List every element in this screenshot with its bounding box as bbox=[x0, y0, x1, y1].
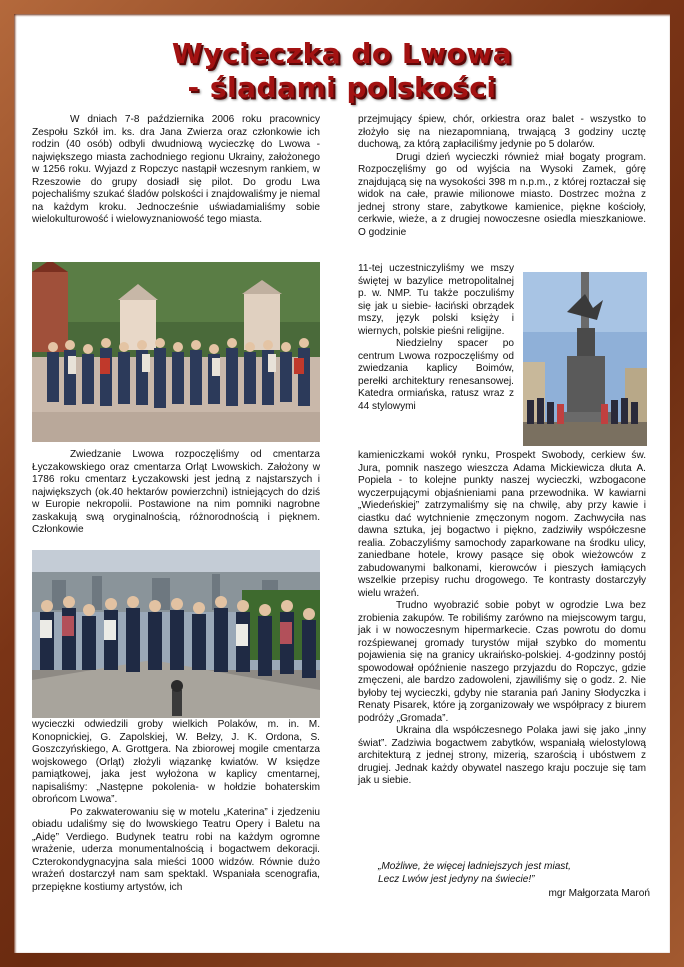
paragraph: Po zakwaterowaniu się w motelu „Katerina” i zjedzeniu obiadu udaliśmy się do lwowskiego Teatru Opery i Baletu na „Aidę” Verdiego. Budynek teatru robi na każdym ogromne wrażenie, uderza monumentalnością i bogactwem dekoracji. Czterokondygnacyjna sala mieści 1000 widzów. Równie dużo wrażeń dostarczył nam sam spektakl. Wspaniała scenografia, przepiękne kostiumy artystów, ich bbox=[32, 806, 320, 893]
left-column-graves-theatre bbox=[32, 719, 320, 894]
city-view-group-photo bbox=[32, 550, 320, 718]
cemetery-group-photo bbox=[32, 262, 320, 442]
article-title-line-1: Wycieczka do Lwowa bbox=[171, 37, 513, 70]
paragraph: 11-tej uczestniczyliśmy we mszy świętej w bazylice metropolitalnej p. w. NMP. Tu także poczuliśmy się jak u siebie- łaciński obrządek mszy, język polski księży i wiernych, polskie pieśni religijne. bbox=[358, 263, 514, 337]
closing-quote bbox=[378, 860, 648, 886]
paragraph: kamieniczkami wokół rynku, Prospekt Swobody, cerkiew św. Jura, pomnik naszego wieszcza Adama Mickiewicza dłuta A. Popiela - to kolejne punkty naszej wycieczki, wzbogacone wyczerpującymi objaśnieniami pana przewodnika. W kawiarni „Wiedeńskiej” zatrzymaliśmy się na chwilę, aby przy kawie i ciastku dać wytchnienie zmęczonym nogom. Zachwyciła nas dawna sztuka, jej bogactwo i piękno, zadziwiły współczesne realia. Zobaczyliśmy samochody zaparkowane na środku ulicy, zaniedbane hotele, krowy pasące się obok wieżowców z zabudowanymi balkonami, kierowców i pieszych łamiących wszelkie przepisy ruchu drogowego. Te kontrasty dostarczyły wielu wrażeń. bbox=[358, 450, 646, 599]
paragraph: Ukraina dla współczesnego Polaka jawi się jako „inny świat”. Zadziwia bogactwem zabytków, wspaniałą wielostylową architekturą z jednej strony, mizerią, szarością i ubóstwem z drugiej. Jednak każdy obywatel naszego kraju poczuje się tam jak u siebie. bbox=[358, 725, 646, 786]
right-column-wrap bbox=[358, 263, 514, 413]
quote-line-1: „Możliwe, że więcej ładniejszych jest miast, bbox=[378, 861, 571, 872]
paragraph: Trudno wyobrazić sobie pobyt w ogrodzie Lwa bez zrobienia zakupów. Te robiliśmy zarówno na miejscowym targu, jak i w nowoczesnym hipermarkecie. Czas powrotu do domu rozśpiewanej gromady turystów mijał szybko do momentu pojawienia się na granicy ukraińsko-polskiej. 4-godzinny postój spowodował opóźnienie naszego przyjazdu do Ropczyc, gdzie zmęczeni, ale bardzo zadowoleni, zjawiliśmy się o godz. 2. Nie byłoby tej wycieczki, gdyby nie starania pań Janiny Słodyczka i Renaty Pisarek, które ją zorganizowały we współpracy z biurem podróży „Gromada”. bbox=[358, 600, 646, 724]
right-column-walk bbox=[358, 450, 646, 788]
paragraph: Zwiedzanie Lwowa rozpoczęliśmy od cmentarza Łyczakowskiego oraz cmentarza Orląt Lwowskich. Założony w 1786 roku cmentarz Łyczakowski jest jedną z najstarszych i największych (ok.40 hektarów powierzchni) istniejących do dziś w Europie nekropolii. Postawione na nim pomniki nagrobne zaskakują swą oryginalnością, różnorodnością i pięknem. Członkowie bbox=[32, 449, 320, 535]
author-signature: mgr Małgorzata Maroń bbox=[548, 888, 650, 899]
mickiewicz-monument-photo bbox=[523, 272, 647, 446]
left-column-intro bbox=[32, 114, 320, 227]
paragraph: przejmujący śpiew, chór, orkiestra oraz balet - wszystko to złożyło się na niezapomnianą, trwającą 3 godziny ucztę duchową, za którą zapłaciliśmy jedynie po 5 dolarów. bbox=[358, 114, 646, 150]
paragraph: Drugi dzień wycieczki również miał bogaty program. Rozpoczęliśmy go od wyjścia na Wysoki Zamek, górę znajdującą się na wysokości 398 m n.p.m., z której roztaczał się widok na całe, prawie milionowe miasto. Dostrzec można z jednej strony stare, zabytkowe kamienice, piękne kościoły, cerkwie, wieże, a z drugiej nowoczesne osiedla mieszkaniowe. O godzinie bbox=[358, 151, 646, 238]
paragraph: Niedzielny spacer po centrum Lwowa rozpoczęliśmy od zwiedzania kaplicy Boimów, perełki architektury renesansowej. Katedra ormiańska, ratusz wraz z 44 stylowymi bbox=[358, 338, 514, 412]
article-title-line-2: - śladami polskości bbox=[187, 71, 497, 104]
paragraph: wycieczki odwiedzili groby wielkich Polaków, m. in. M. Konopnickiej, G. Zapolskiej, W. Bełzy, J. K. Ordona, S. Goszczyńskiego, A. Grottgera. Na zbiorowej mogile cmentarza wojskowego (Orląt) złożyli wiązankę kwiatów. W księdze pamiątkowej, jaka jest wyłożona w kaplicy cmentarnej, napisaliśmy: „Następne pokolenia- w hołdzie bohaterskim obrońcom Lwowa”. bbox=[32, 719, 320, 805]
right-column-top bbox=[358, 114, 646, 239]
paragraph: W dniach 7-8 października 2006 roku pracownicy Zespołu Szkół im. ks. dra Jana Zwierza oraz członkowie ich rodzin (40 osób) odbyli dwudniową wycieczkę do Lwowa - największego miasta zachodniego regionu Ukrainy, założonego w 1256 roku. Wyjazd z Ropczyc nastąpił wczesnym rankiem, w Rzeszowie do grupy dosiadł się pilot. Do grodu Lwa pojechaliśmy szukać śladów polskości i znajdowaliśmy je niemal na każdym kroku. Jednocześnie uświadamialiśmy sobie wielokulturowość i wielowyznaniowość tego miasta. bbox=[32, 114, 320, 225]
left-column-cemetery bbox=[32, 449, 320, 537]
quote-line-2: Lecz Lwów jest jedyny na świecie!” bbox=[378, 874, 535, 885]
